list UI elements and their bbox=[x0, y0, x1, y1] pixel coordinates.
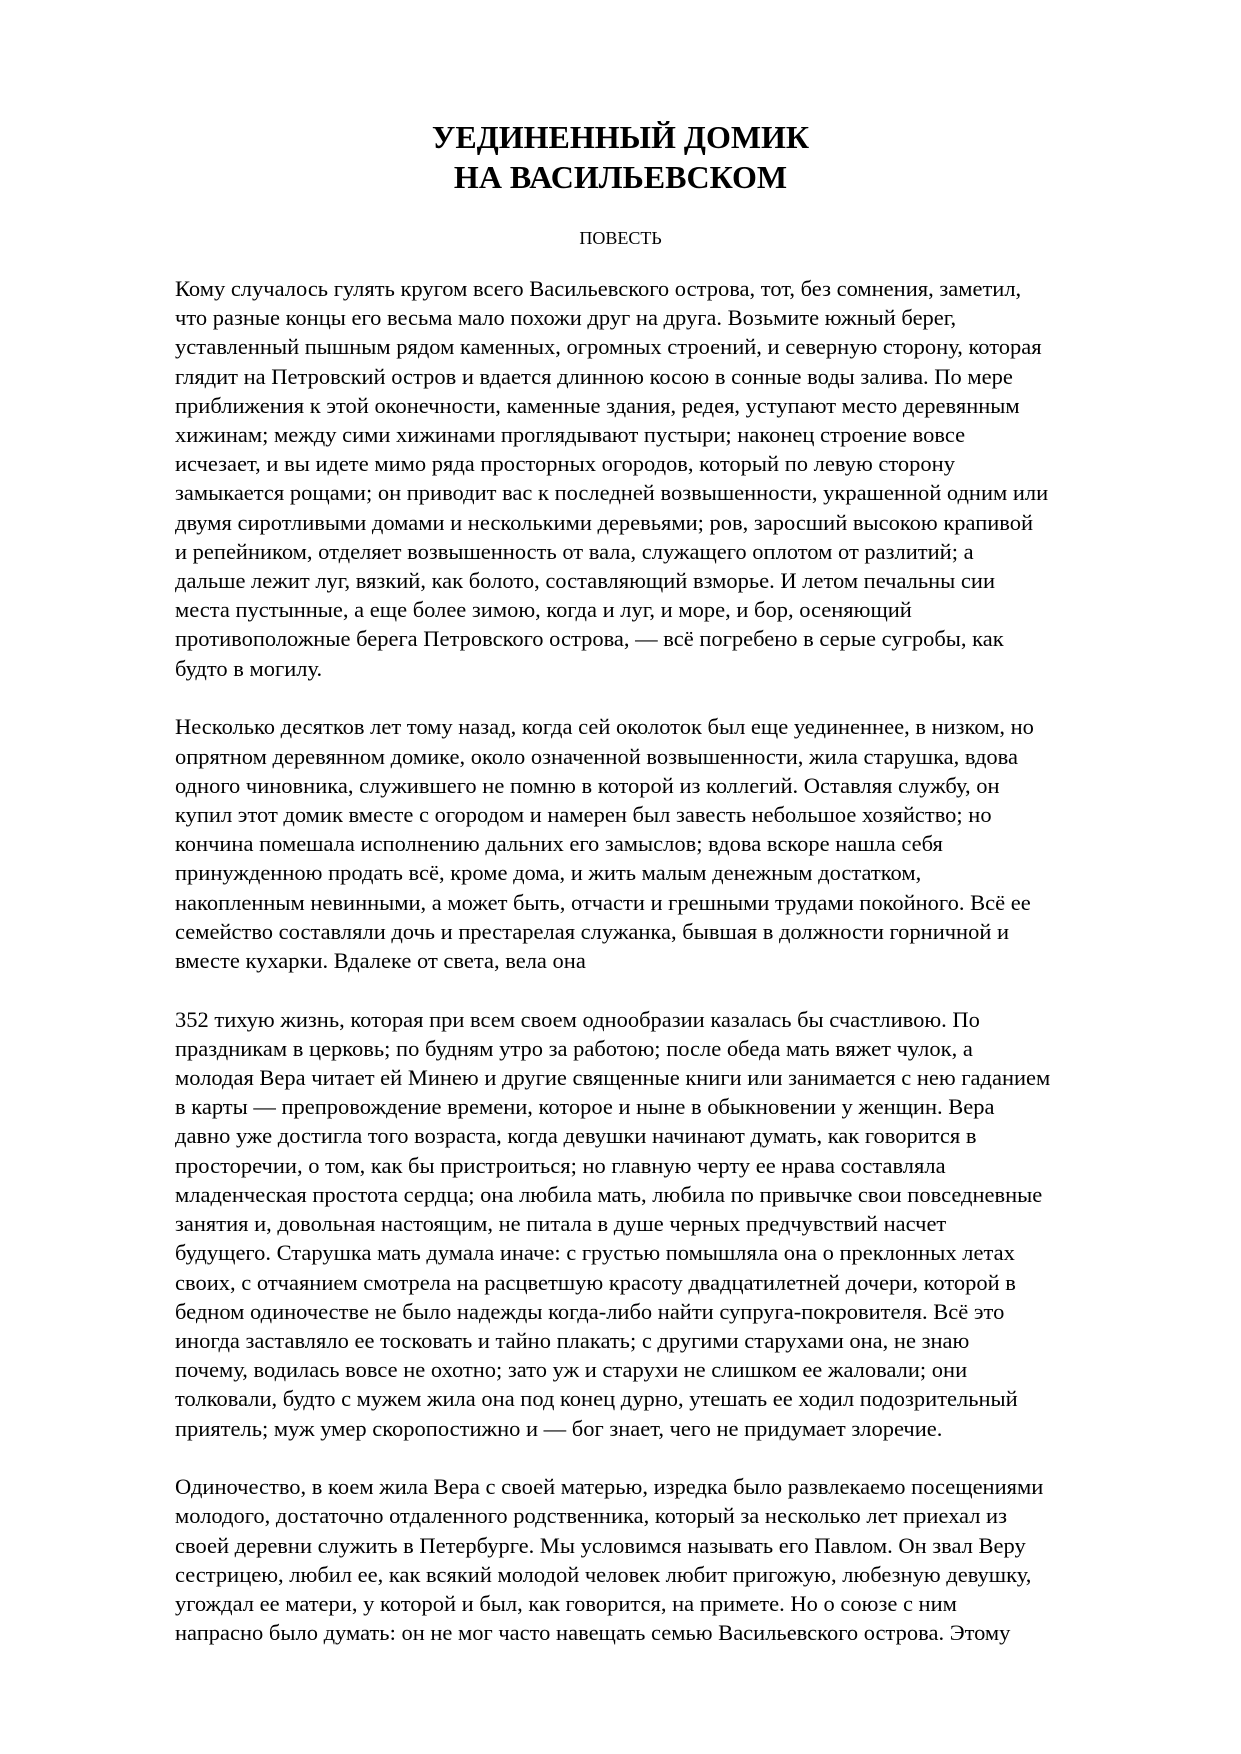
title-line-1: УЕДИНЕННЫЙ ДОМИК bbox=[431, 119, 810, 155]
text-line: своих, с отчаянием смотрела на расцветшую красоту двадцатилетней дочери, которой в bbox=[175, 1269, 1016, 1295]
text-line: замыкается рощами; он приводит вас к последней возвышенности, украшенной одним или bbox=[175, 480, 1049, 506]
text-line: просторечии, о том, как бы пристроиться; но главную черту ее нрава составляла bbox=[175, 1152, 946, 1178]
text-line: Несколько десятков лет тому назад, когда сей околоток был еще уединеннее, в низком, но bbox=[175, 714, 1034, 740]
text-line: принужденною продать всё, кроме дома, и жить малым денежным достатком, bbox=[175, 860, 922, 886]
text-line: младенческая простота сердца; она любила мать, любила по привычке свои повседневные bbox=[175, 1181, 1043, 1207]
text-line: почему, водилась вовсе не охотно; зато уж и старухи не слишком ее жаловали; они bbox=[175, 1357, 968, 1383]
text-line: Одиночество, в коем жила Вера с своей матерью, изредка было развлекаемо посещениями bbox=[175, 1474, 1044, 1500]
text-line: исчезает, и вы идете мимо ряда просторных огородов, который по левую сторону bbox=[175, 451, 955, 477]
text-line: молодого, достаточно отдаленного родственника, который за несколько лет приехал из bbox=[175, 1503, 1007, 1529]
text-line: кончина помешала исполнению дальних его замыслов; вдова вскоре нашла себя bbox=[175, 831, 943, 857]
text-line: глядит на Петровский остров и вдается длинною косою в сонные воды залива. По мере bbox=[175, 363, 1013, 389]
text-line: места пустынные, а еще более зимою, когда и луг, и море, и бор, осеняющий bbox=[175, 597, 912, 623]
text-line: угождал ее матери, у которой и был, как говорится, на примете. Но о союзе с ним bbox=[175, 1591, 957, 1617]
paragraph bbox=[175, 1005, 1150, 1443]
text-line: праздникам в церковь; по будням утро за работою; после обеда мать вяжет чулок, а bbox=[175, 1035, 973, 1061]
text-line: иногда заставляло ее тосковать и тайно плакать; с другими старухами она, не знаю bbox=[175, 1327, 970, 1353]
text-line: противоположные берега Петровского острова, — всё погребено в серые сугробы, как bbox=[175, 626, 1004, 652]
text-line: и репейником, отделяет возвышенность от вала, служащего оплотом от разлитий; а bbox=[175, 538, 974, 564]
paragraph bbox=[175, 712, 1150, 975]
text-line: вместе кухарки. Вдалеке от света, вела она bbox=[175, 947, 586, 973]
text-line: купил этот домик вместе с огородом и намерен был завесть небольшое хозяйство; но bbox=[175, 801, 992, 827]
text-line: напрасно было думать: он не мог часто навещать семью Васильевского острова. Этому bbox=[175, 1620, 1011, 1646]
text-line: уставленный пышным рядом каменных, огромных строений, и северную сторону, которая bbox=[175, 334, 1042, 360]
text-line: накопленным невинными, а может быть, отчасти и грешными трудами покойного. Всё ее bbox=[175, 889, 1031, 915]
text-line: одного чиновника, служившего не помню в которой из коллегий. Оставляя службу, он bbox=[175, 772, 1000, 798]
text-line: приятель; муж умер скоропостижно и — бог знает, чего не придумает злоречие. bbox=[175, 1415, 943, 1441]
text-line: занятия и, довольная настоящим, не питала в душе черных предчувствий насчет bbox=[175, 1211, 947, 1237]
text-line: толковали, будто с мужем жила она под конец дурно, утешать ее ходил подозрительный bbox=[175, 1386, 1018, 1412]
title-line-2: НА ВАСИЛЬЕВСКОМ bbox=[453, 159, 788, 195]
text-line: давно уже достигла того возраста, когда девушки начинают думать, как говорится в bbox=[175, 1123, 977, 1149]
text-line: будущего. Старушка мать думала иначе: с грустью помышляла она о преклонных летах bbox=[175, 1240, 1015, 1266]
text-line: семейство составляли дочь и престарелая служанка, бывшая в должности горничной и bbox=[175, 918, 1010, 944]
page-title bbox=[0, 117, 1241, 197]
text-line: дальше лежит луг, вязкий, как болото, составляющий взморье. И летом печальны сии bbox=[175, 568, 995, 594]
text-line: своей деревни служить в Петербурге. Мы условимся называть его Павлом. Он звал Веру bbox=[175, 1532, 1026, 1558]
paragraph bbox=[175, 274, 1150, 683]
text-line: бедном одиночестве не было надежды когда-либо найти супруга-покровителя. Всё это bbox=[175, 1298, 1005, 1324]
text-line: опрятном деревянном домике, около означенной возвышенности, жила старушка, вдова bbox=[175, 743, 1018, 769]
text-line: сестрицею, любил ее, как всякий молодой человек любит пригожую, любезную девушку, bbox=[175, 1561, 1032, 1587]
paragraph bbox=[175, 1472, 1150, 1647]
text-line: что разные концы его весьма мало похожи друг на друга. Возьмите южный берег, bbox=[175, 305, 957, 331]
text-line: молодая Вера читает ей Минею и другие священные книги или занимается с нею гаданием bbox=[175, 1065, 1051, 1091]
text-line: Кому случалось гулять кругом всего Васильевского острова, тот, без сомнения, заметил, bbox=[175, 276, 1022, 301]
text-line: двумя сиротливыми домами и несколькими деревьями; ров, заросший высокою крапивой bbox=[175, 509, 1034, 535]
text-line: в карты — препровождение времени, которое и ныне в обыкновении у женщин. Вера bbox=[175, 1094, 995, 1120]
subtitle: ПОВЕСТЬ bbox=[579, 228, 662, 248]
text-line: будто в могилу. bbox=[175, 655, 323, 681]
text-line: хижинам; между сими хижинами проглядывают пустыри; наконец строение вовсе bbox=[175, 422, 966, 448]
text-line: 352 тихую жизнь, которая при всем своем однообразии казалась бы счастливою. По bbox=[175, 1006, 980, 1032]
body-text bbox=[175, 274, 1150, 1677]
text-line: приближения к этой оконечности, каменные здания, редея, уступают место деревянным bbox=[175, 392, 1020, 418]
